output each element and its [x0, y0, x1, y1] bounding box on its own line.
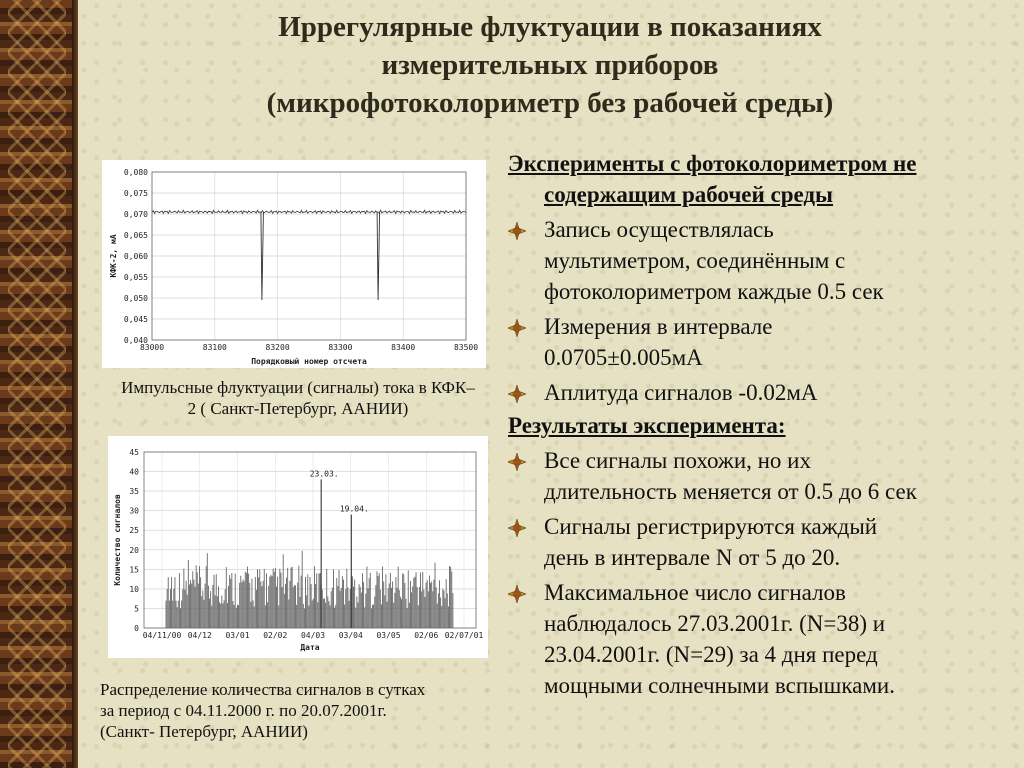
x-tick-label: 04/03 — [300, 631, 326, 640]
x-tick-label: 83100 — [202, 343, 227, 352]
y-tick-label: 10 — [129, 584, 139, 594]
star-bullet-icon — [508, 585, 526, 603]
x-tick-label: 04/11/00 — [142, 631, 182, 640]
x-axis-label: Порядковый номер отсчета — [251, 357, 367, 366]
x-tick-label: 83400 — [391, 343, 416, 352]
slide-title — [190, 8, 910, 122]
x-tick-label: 04/12 — [187, 631, 212, 640]
y-tick-label: 0,055 — [123, 273, 148, 282]
y-tick-label: 25 — [129, 526, 139, 536]
y-tick-label: 0,070 — [123, 210, 148, 219]
x-tick-label: 83300 — [328, 343, 353, 352]
x-tick-label: 02/06 — [414, 631, 439, 640]
y-tick-label: 35 — [129, 487, 139, 497]
y-tick-label: 0,040 — [123, 336, 148, 345]
chart2-caption — [100, 679, 500, 742]
bullet-item — [508, 445, 1018, 507]
bullet-item — [508, 577, 1018, 701]
bullet-text-line: Запись осуществлялась — [544, 217, 774, 242]
bullet-item — [508, 311, 1018, 373]
star-bullet-icon — [508, 453, 526, 471]
peak-annotation: 19.04. — [339, 504, 369, 514]
y-tick-label: 0,060 — [123, 252, 148, 261]
star-bullet-icon — [508, 385, 526, 403]
chart-current-flux-svg — [102, 160, 486, 368]
chart-signal-distribution — [108, 436, 488, 658]
x-tick-label: 03/05 — [376, 631, 401, 640]
star-bullet-icon — [508, 319, 526, 337]
bullet-item — [508, 377, 1018, 408]
x-tick-label: 03/01 — [225, 631, 250, 640]
section1-heading — [508, 148, 1018, 210]
bullet-text-line: мощными солнечными вспышками. — [544, 673, 895, 698]
x-tick-label: 83500 — [453, 343, 479, 352]
bullet-text-line: Все сигналы похожи, но их — [544, 448, 811, 473]
chart2-caption-line-2: за период с 04.11.2000 г. по 20.07.2001г. — [100, 701, 387, 720]
bullet-item — [508, 511, 1018, 573]
chart-signal-distribution-svg — [108, 436, 488, 658]
section1-heading-line-2: содержащим рабочей среды — [544, 182, 834, 207]
x-axis-label: Дата — [300, 643, 320, 652]
y-tick-label: 15 — [129, 565, 139, 575]
x-tick-label: 02/07/01 — [444, 631, 484, 640]
right-text-column — [508, 148, 1018, 701]
bullet-text-line: Максимальное число сигналов — [544, 580, 846, 605]
y-tick-label: 0,050 — [123, 294, 148, 303]
y-tick-label: 0 — [134, 624, 139, 633]
y-tick-label: 0,075 — [123, 189, 148, 198]
y-axis-label: Количество сигналов — [113, 494, 122, 586]
bullet-text-line: Сигналы регистрируются каждый — [544, 514, 878, 539]
y-tick-label: 30 — [129, 506, 139, 516]
bullet-text-line: мультиметром, соединённым с — [544, 248, 846, 273]
bullet-text-line: день в интервале N от 5 до 20. — [544, 545, 841, 570]
bullet-text-line: 0.0705±0.005мА — [544, 345, 703, 370]
bullet-item — [508, 214, 1018, 307]
chart1-caption-line-1: Импульсные флуктуации (сигналы) тока в КФК– — [121, 378, 475, 397]
bullet-text-line: фотоколориметром каждые 0.5 сек — [544, 279, 884, 304]
y-tick-label: 20 — [129, 545, 139, 555]
bullet-text-line: наблюдалось 27.03.2001г. (N=38) и — [544, 611, 886, 636]
section2-heading: Результаты эксперимента: — [508, 413, 786, 438]
x-tick-label: 02/02 — [263, 631, 288, 640]
title-line-3: (микрофотоколориметр без рабочей среды) — [266, 87, 834, 119]
title-line-1: Иррегулярные флуктуации в показаниях — [278, 11, 822, 43]
bullet-text-line: Измерения в интервале — [544, 314, 773, 339]
star-bullet-icon — [508, 519, 526, 537]
bullet-text-line: Аплитуда сигналов -0.02мА — [544, 380, 818, 405]
y-tick-label: 5 — [134, 604, 139, 614]
chart2-caption-line-3: (Санкт- Петербург, ААНИИ) — [100, 722, 308, 741]
x-tick-label: 03/04 — [338, 631, 363, 640]
section1-heading-line-1: Эксперименты с фотоколориметром не — [508, 151, 917, 176]
y-tick-label: 0,065 — [123, 231, 148, 240]
series-line — [152, 210, 466, 213]
y-tick-label: 45 — [129, 448, 139, 457]
y-tick-label: 0,080 — [123, 168, 148, 177]
y-axis-label: КФК-2, мА — [109, 234, 118, 278]
x-tick-label: 83000 — [139, 343, 165, 352]
bullet-text-line: 23.04.2001г. (N=29) за 4 дня перед — [544, 642, 878, 667]
title-line-2: измерительных приборов — [381, 49, 719, 81]
chart2-caption-line-1: Распределение количества сигналов в сутках — [100, 680, 426, 699]
chart-current-flux — [102, 160, 486, 368]
chart1-caption-line-2: 2 ( Санкт-Петербург, ААНИИ) — [187, 399, 409, 418]
x-tick-label: 83200 — [265, 343, 290, 352]
y-tick-label: 0,045 — [123, 315, 148, 324]
chart1-caption — [88, 377, 508, 419]
decorative-border — [0, 0, 78, 768]
star-bullet-icon — [508, 222, 526, 240]
bullet-text-line: длительность меняется от 0.5 до 6 сек — [544, 479, 917, 504]
y-tick-label: 40 — [129, 467, 139, 477]
peak-annotation: 23.03. — [309, 469, 339, 479]
